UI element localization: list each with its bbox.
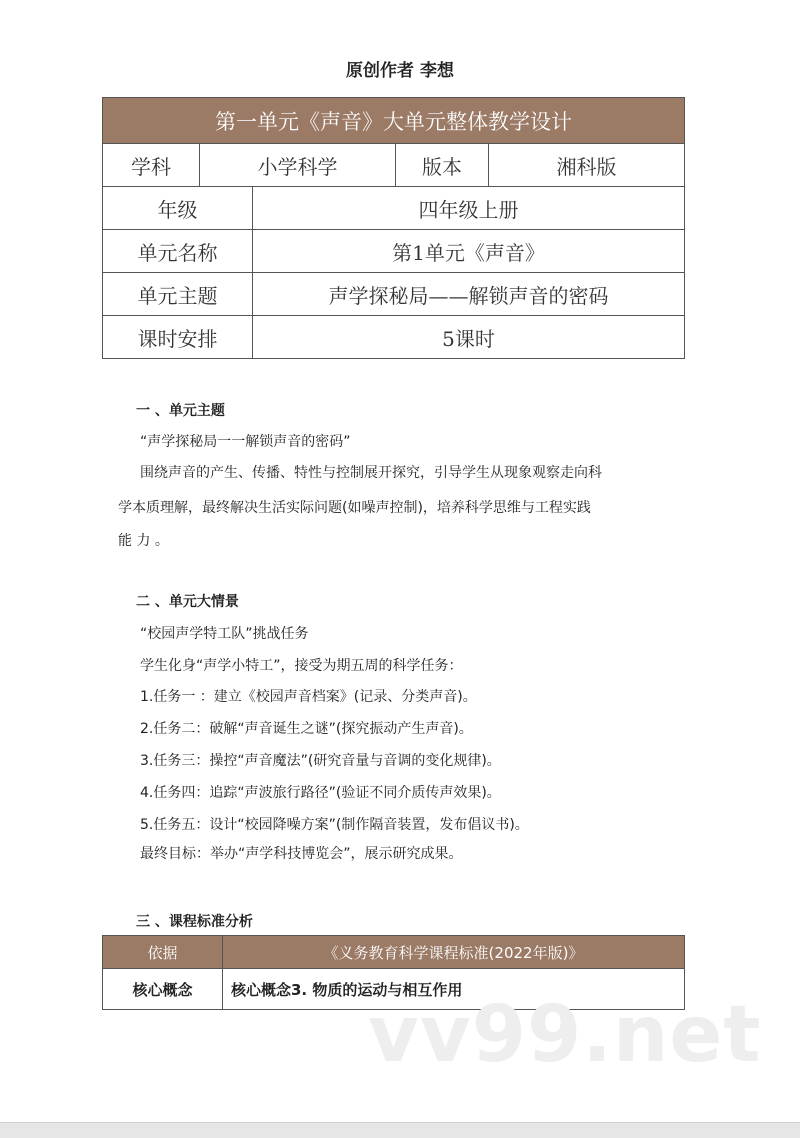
section2-heading: 二 、单元大情景 <box>136 594 239 610</box>
row-value: 5课时 <box>253 316 685 359</box>
subject-label: 学科 <box>103 144 200 187</box>
author-line: 原创作者 李想 <box>346 61 454 81</box>
task-item: 2.任务二：破解“声音诞生之谜”(探究振动产生声音)。 <box>140 721 473 737</box>
section1-para-line: 能 力 。 <box>118 533 169 549</box>
row-label: 单元主题 <box>103 273 253 316</box>
task-item: 3.任务三：操控“声音魔法”(研究音量与音调的变化规律)。 <box>140 753 501 769</box>
section2-line: “校园声学特工队”挑战任务 <box>140 626 309 642</box>
section1-para-line: 学本质理解，最终解决生活实际问题(如噪声控制)，培养科学思维与工程实践 <box>118 500 591 516</box>
watermark: vv99.net <box>368 990 762 1080</box>
edition-label: 版本 <box>396 144 489 187</box>
row-value: 声学探秘局——解锁声音的密码 <box>253 273 685 316</box>
row-value: 四年级上册 <box>253 187 685 230</box>
row-label: 年级 <box>103 187 253 230</box>
core-concept-label: 核心概念 <box>103 969 223 1010</box>
section1-quote: “声学探秘局一一解锁声音的密码” <box>140 434 351 450</box>
section1-heading: 一 、单元主题 <box>136 403 225 419</box>
row-label: 单元名称 <box>103 230 253 273</box>
section2-line: 学生化身“声学小特工”，接受为期五周的科学任务： <box>140 658 463 674</box>
task-item: 4.任务四：追踪“声波旅行路径”(验证不同介质传声效果)。 <box>140 785 501 801</box>
task-item: 5.任务五：设计“校园降噪方案”(制作隔音装置，发布倡议书)。 <box>140 817 529 833</box>
subject-value: 小学科学 <box>200 144 396 187</box>
core-concept-value: 核心概念3. 物质的运动与相互作用 <box>223 969 685 1010</box>
page-bottom-strip <box>0 1122 800 1138</box>
task-item: 1.任务一 ：建立《校园声音档案》(记录、分类声音)。 <box>140 689 477 705</box>
section1-para-line: 围绕声音的产生、传播、特性与控制展开探究，引导学生从现象观察走向科 <box>140 465 602 481</box>
row-value: 第1单元《声音》 <box>253 230 685 273</box>
edition-value: 湘科版 <box>489 144 685 187</box>
unit-info-table <box>102 97 685 359</box>
basis-label: 依据 <box>103 936 223 969</box>
basis-value: 《义务教育科学课程标准(2022年版)》 <box>223 936 685 969</box>
final-goal: 最终目标：举办“声学科技博览会”，展示研究成果。 <box>140 846 463 862</box>
row-label: 课时安排 <box>103 316 253 359</box>
section3-heading: 三 、课程标准分析 <box>136 914 253 930</box>
table-title: 第一单元《声音》大单元整体教学设计 <box>103 98 685 144</box>
